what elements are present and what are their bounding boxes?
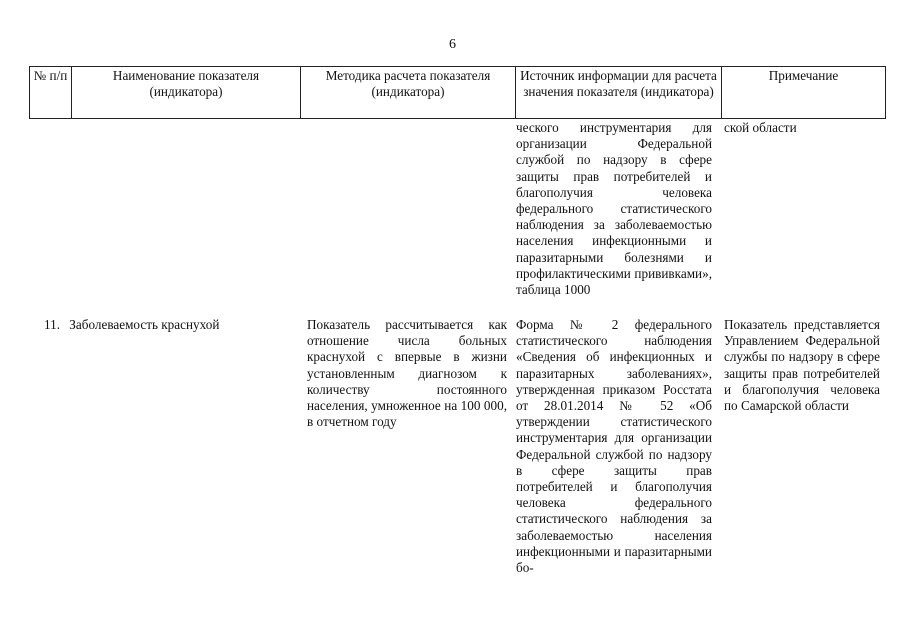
header-row bbox=[30, 67, 886, 119]
row-note-cell: ской области bbox=[724, 120, 797, 135]
page-number: 6 bbox=[449, 37, 456, 52]
header-note: Примечание bbox=[722, 67, 886, 119]
header-name: Наименование показателя (индикатора) bbox=[72, 67, 301, 119]
header-source: Источник информации для расчета значения показателя (индикатора) bbox=[516, 67, 722, 119]
header-number: № п/п bbox=[30, 67, 72, 119]
row-method-cell: Показатель рассчитывается как отношение числа больных краснухой с впервые в жизни установленным диагнозом к количеству постоянного населения, умноженное на 100 000, в отчетном году bbox=[307, 317, 507, 430]
indicator-table-header bbox=[29, 66, 886, 119]
row-source-cell: ческого инструментария для организации Федеральной службой по надзору в сфере защиты прав потребителей и благополучия человека федерального статистического наблюдения за заболеваемостью населения инфекционными и паразитарными болезнями и профилактическими прививками», таблица 1000 bbox=[516, 120, 712, 298]
header-method: Методика расчета показателя (индикатора) bbox=[301, 67, 516, 119]
row-note-cell: Показатель представляется Управлением Федеральной службы по надзору в сфере защиты прав потребителей и благополучия человека по Самарской области bbox=[724, 317, 880, 414]
row-number-cell bbox=[44, 317, 304, 333]
row-name: Заболеваемость краснухой bbox=[69, 317, 220, 332]
row-source-cell: Форма № 2 федерального статистического наблюдения «Сведения об инфекционных и паразитарных заболеваниях», утвержденная приказом Росстата от 28.01.2014 № 52 «Об утверждении статистического инструментария для организации Федеральной службой по надзору в сфере защиты прав потребителей и благополучия человека федерального статистического наблюдения за заболеваемостью населения инфекционными и паразитарными бо- bbox=[516, 317, 712, 576]
row-number: 11. bbox=[44, 317, 60, 332]
